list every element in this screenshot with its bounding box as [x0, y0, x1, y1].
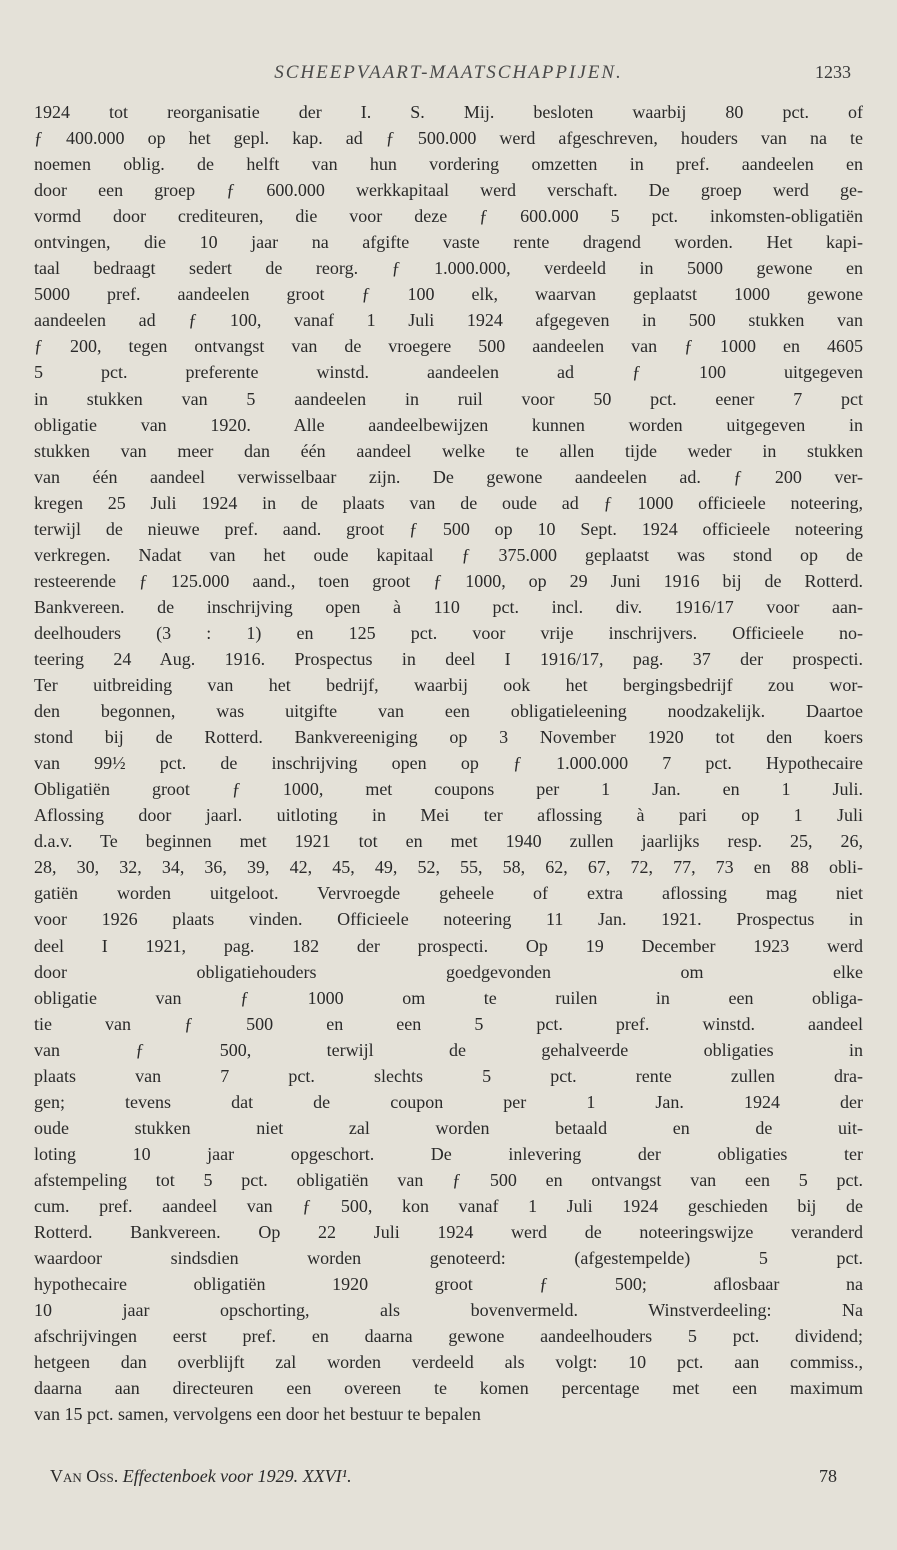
text-line: 5 pct. preferente winstd. aandeelen ad ƒ 100 uitgegeven	[34, 362, 863, 383]
text-line: 28, 30, 32, 34, 36, 39, 42, 45, 49, 52, 55, 58, 62, 67, 72, 77, 73 en 88 obli-	[34, 857, 863, 878]
text-line: van 99½ pct. de inschrijving open op ƒ 1.000.000 7 pct. Hypothecaire	[34, 753, 863, 774]
text-line: stukken van meer dan één aandeel welke te allen tijde weder in stukken	[34, 440, 863, 461]
footer-publisher: Van Oss.	[50, 1466, 119, 1486]
text-line: oude stukken niet zal worden betaald en de uit-	[34, 1117, 863, 1138]
text-line: hetgeen dan overblijft zal worden verdeeld als volgt: 10 pct. aan commiss.,	[34, 1352, 863, 1373]
text-line: obligatie van 1920. Alle aandeelbewijzen kunnen worden uitgegeven in	[34, 414, 863, 435]
text-line: d.a.v. Te beginnen met 1921 tot en met 1940 zullen jaarlijks resp. 25, 26,	[34, 831, 863, 852]
text-line: loting 10 jaar opgeschort. De inlevering der obligaties ter	[34, 1143, 863, 1164]
text-line: teering 24 Aug. 1916. Prospectus in deel I 1916/17, pag. 37 der prospecti.	[34, 648, 863, 669]
text-line: 1924 tot reorganisatie der I. S. Mij. besloten waarbij 80 pct. of	[34, 102, 863, 122]
text-line: tie van ƒ 500 en een 5 pct. pref. winstd. aandeel	[34, 1013, 863, 1034]
text-line: 10 jaar opschorting, als bovenvermeld. Winstverdeeling: Na	[34, 1300, 863, 1321]
text-line: deel I 1921, pag. 182 der prospecti. Op 19 December 1923 werd	[34, 935, 863, 956]
text-line: door obligatiehouders goedgevonden om elke	[34, 961, 863, 982]
text-line: Bankvereen. de inschrijving open à 110 pct. incl. div. 1916/17 voor aan-	[34, 596, 863, 617]
text-line: vormd door crediteuren, die voor deze ƒ 600.000 5 pct. inkomsten-obligatiën	[34, 206, 863, 227]
text-line: voor 1926 plaats vinden. Officieele noteering 11 Jan. 1921. Prospectus in	[34, 909, 863, 930]
text-line: hypothecaire obligatiën 1920 groot ƒ 500; aflosbaar na	[34, 1274, 863, 1295]
text-line: plaats van 7 pct. slechts 5 pct. rente zullen dra-	[34, 1065, 863, 1086]
text-line: afstempeling tot 5 pct. obligatiën van ƒ 500 en ontvangst van een 5 pct.	[34, 1169, 863, 1190]
running-head	[34, 62, 863, 86]
text-line: ontvingen, die 10 jaar na afgifte vaste rente dragend worden. Het kapi-	[34, 232, 863, 253]
text-line: den begonnen, was uitgifte van een obligatieleening noodzakelijk. Daartoe	[34, 701, 863, 722]
text-line: Obligatiën groot ƒ 1000, met coupons per 1 Jan. en 1 Juli.	[34, 779, 863, 800]
text-line: verkregen. Nadat van het oude kapitaal ƒ 375.000 geplaatst was stond op de	[34, 544, 863, 565]
text-line: ƒ 200, tegen ontvangst van de vroegere 500 aandeelen van ƒ 1000 en 4605	[34, 336, 863, 357]
text-line: obligatie van ƒ 1000 om te ruilen in een obliga-	[34, 987, 863, 1008]
text-line: van ƒ 500, terwijl de gehalveerde obligaties in	[34, 1039, 863, 1060]
text-line: taal bedraagt sedert de reorg. ƒ 1.000.000, verdeeld in 5000 gewone en	[34, 258, 863, 279]
text-line: 5000 pref. aandeelen groot ƒ 100 elk, waarvan geplaatst 1000 gewone	[34, 284, 863, 305]
text-line: Ter uitbreiding van het bedrijf, waarbij ook het bergingsbedrijf zou wor-	[34, 675, 863, 696]
text-line: van 15 pct. samen, vervolgens een door het bestuur te bepalen	[34, 1404, 481, 1425]
text-line: kregen 25 Juli 1924 in de plaats van de oude ad ƒ 1000 officieele noteering,	[34, 492, 863, 513]
text-line: in stukken van 5 aandeelen in ruil voor 50 pct. eener 7 pct	[34, 388, 863, 409]
text-line: daarna aan directeuren een overeen te komen percentage met een maximum	[34, 1378, 863, 1399]
text-line: waardoor sindsdien worden genoteerd: (afgestempelde) 5 pct.	[34, 1248, 863, 1269]
text-line: van één aandeel verwisselbaar zijn. De gewone aandeelen ad. ƒ 200 ver-	[34, 466, 863, 487]
text-line: aandeelen ad ƒ 100, vanaf 1 Juli 1924 afgegeven in 500 stukken van	[34, 310, 863, 331]
running-title: SCHEEPVAART-MAATSCHAPPIJEN.	[274, 62, 623, 83]
footer-sheet-number: 78	[819, 1466, 837, 1486]
text-line: ƒ 400.000 op het gepl. kap. ad ƒ 500.000 werd afgeschreven, houders van na te	[34, 128, 863, 149]
page-number: 1233	[815, 62, 851, 82]
text-line: deelhouders (3 : 1) en 125 pct. voor vrije inschrijvers. Officieele no-	[34, 622, 863, 643]
text-line: cum. pref. aandeel van ƒ 500, kon vanaf 1 Juli 1924 geschieden bij de	[34, 1195, 863, 1216]
page-footer	[50, 1466, 837, 1492]
text-line: noemen oblig. de helft van hun vordering omzetten in pref. aandeelen en	[34, 154, 863, 175]
text-line: Rotterd. Bankvereen. Op 22 Juli 1924 werd de noteeringswijze veranderd	[34, 1222, 863, 1243]
text-line: resteerende ƒ 125.000 aand., toen groot ƒ 1000, op 29 Juni 1916 bij de Rotterd.	[34, 570, 863, 591]
text-line: Aflossing door jaarl. uitloting in Mei ter aflossing à pari op 1 Juli	[34, 805, 863, 826]
footer-volume: XXVI¹.	[302, 1466, 352, 1486]
footer-book-title: Effectenboek voor 1929.	[122, 1466, 299, 1486]
text-line: door een groep ƒ 600.000 werkkapitaal werd verschaft. De groep werd ge-	[34, 180, 863, 201]
text-line: stond bij de Rotterd. Bankvereeniging op 3 November 1920 tot den koers	[34, 727, 863, 748]
text-line: gen; tevens dat de coupon per 1 Jan. 1924 der	[34, 1091, 863, 1112]
text-line: gatiën worden uitgeloot. Vervroegde geheele of extra aflossing mag niet	[34, 883, 863, 904]
text-line: terwijl de nieuwe pref. aand. groot ƒ 500 op 10 Sept. 1924 officieele noteering	[34, 518, 863, 539]
text-line: afschrijvingen eerst pref. en daarna gewone aandeelhouders 5 pct. dividend;	[34, 1326, 863, 1347]
footer-citation	[50, 1466, 352, 1487]
body-text	[34, 102, 863, 1430]
